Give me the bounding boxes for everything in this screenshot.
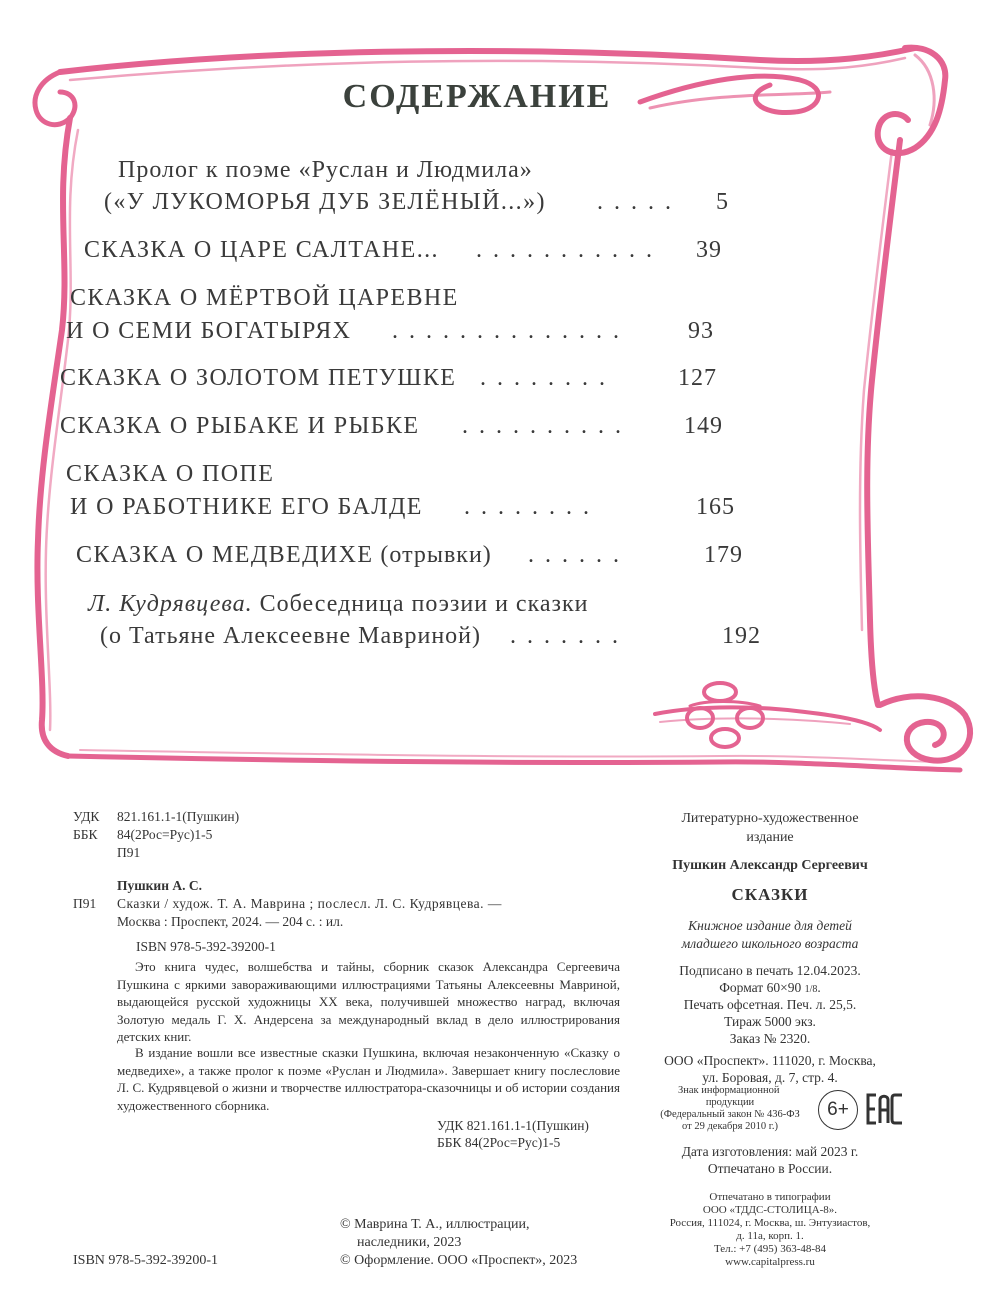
imprint-publisher-1: ООО «Проспект». 111020, г. Москва, <box>664 1053 876 1068</box>
udk-label: УДК <box>73 809 100 824</box>
imprint-manufacture-date: Дата изготовления: май 2023 г. <box>681 1144 859 1159</box>
printer-line-3: Россия, 111024, г. Москва, ш. Энтузиастов, <box>669 1217 871 1229</box>
isbn-bottom: ISBN 978-5-392-39200-1 <box>73 1253 219 1268</box>
udk-repeat: УДК 821.161.1-1(Пушкин) <box>437 1118 589 1133</box>
toc-entry-6-line1: СКАЗКА О ПОПЕ <box>66 461 275 487</box>
imprint-author: Пушкин Александр Сергеевич <box>672 858 868 873</box>
toc-entry-5-line1: СКАЗКА О РЫБАКЕ И РЫБКЕ <box>60 413 420 439</box>
toc-entry-4-line1: СКАЗКА О ЗОЛОТОМ ПЕТУШКЕ <box>60 365 457 391</box>
imprint-order: Заказ № 2320. <box>729 1031 811 1046</box>
bbk-label: ББК <box>73 827 98 842</box>
toc-entry-8-line2: (о Татьяне Алексеевне Мавриной) <box>100 623 482 649</box>
toc-entry-7-note: (отрывки) <box>380 542 492 568</box>
toc-entry-6-dots: ........ <box>464 494 600 520</box>
toc-entry-5-dots: .......... <box>462 413 632 439</box>
printer-line-1: Отпечатано в типографии <box>709 1191 831 1203</box>
annotation-paragraph-2: В издание вошли все известные сказки Пушкина, включая незаконченную «Сказку о медведихе», а также пролог к поэме «Руслан и Людмила». Завершает книгу послесловие Л. С. Кудрявцевой о жизни и творчестве иллюстратора-сказочницы и об истории создания художественного сборника. <box>117 1045 620 1113</box>
toc-entry-7-page: 179 <box>704 542 743 568</box>
udk-value: 821.161.1-1(Пушкин) <box>117 809 240 824</box>
author-sign: П91 <box>117 845 141 860</box>
imprint-audience-1: Книжное издание для детей <box>688 918 852 933</box>
imprint-publisher-2: ул. Боровая, д. 7, стр. 4. <box>702 1070 838 1085</box>
bbk-repeat: ББК 84(2Рос=Рус)1-5 <box>437 1135 561 1150</box>
toc-entry-6-line2: И О РАБОТНИКЕ ЕГО БАЛДЕ <box>70 494 423 520</box>
imprint-format: Формат 60×90 <box>719 980 802 995</box>
toc-entry-2-dots: ........... <box>476 237 663 263</box>
age-sign-label-1: Знак информационной <box>678 1085 780 1096</box>
imprint-print: Печать офсетная. Печ. л. 25,5. <box>683 997 857 1012</box>
copyright-design: © Оформление. ООО «Проспект», 2023 <box>340 1253 578 1268</box>
bbk-value: 84(2Рос=Рус)1-5 <box>117 827 213 842</box>
biblio-description-2: Москва : Проспект, 2024. — 204 с. : ил. <box>117 914 344 929</box>
toc-entry-4-dots: ........ <box>480 365 616 391</box>
imprint-genre-1: Литературно-художественное <box>681 811 859 826</box>
toc-entry-7-title: СКАЗКА О МЕДВЕДИХЕ <box>76 542 374 568</box>
toc-entry-1-line2: («У ЛУКОМОРЬЯ ДУБ ЗЕЛЁНЫЙ...») <box>104 189 546 215</box>
age-sign-label-2: продукции <box>705 1097 755 1108</box>
copyright-heirs: наследники, 2023 <box>357 1235 462 1250</box>
printer-website[interactable]: www.capitalpress.ru <box>725 1256 815 1268</box>
imprint-audience-2: младшего школьного возраста <box>681 936 859 951</box>
toc-entry-8-page: 192 <box>722 623 761 649</box>
annotation-paragraph-1: Это книга чудес, волшебства и тайны, сборник сказок Александра Сергеевича Пушкина с яркими завораживающими иллюстрациями Татьяны Алексеевны Мавриной, выдающейся русской художницы XX века, получившей множество наград, включая Золотую медаль Г. Х. Андерсена за международный вклад в дело иллюстрирования детских книг. <box>117 959 620 1045</box>
eac-mark-icon <box>866 1092 904 1126</box>
biblio-isbn: ISBN 978-5-392-39200-1 <box>136 939 276 954</box>
toc-entry-8-author: Л. Кудрявцева. <box>88 591 253 617</box>
toc-entry-1-dots: ..... <box>597 189 682 215</box>
author-sign-2: П91 <box>73 896 97 911</box>
toc-entry-3-page: 93 <box>688 318 714 344</box>
toc-entry-7-dots: ...... <box>528 542 630 568</box>
toc-entry-3-line1: СКАЗКА О МЁРТВОЙ ЦАРЕВНЕ <box>70 285 459 311</box>
imprint-genre-2: издание <box>746 830 794 845</box>
toc-entry-6-page: 165 <box>696 494 735 520</box>
toc-entry-1-line1: Пролог к поэме «Руслан и Людмила» <box>118 157 533 183</box>
toc-entry-3-line2: И О СЕМИ БОГАТЫРЯХ <box>66 318 352 344</box>
age-rating-badge: 6+ <box>818 1090 858 1130</box>
copyright-illustrations: © Маврина Т. А., иллюстрации, <box>340 1217 530 1232</box>
toc-entry-8-line1: Собеседница поэзии и сказки <box>259 591 589 617</box>
toc-title: СОДЕРЖАНИЕ <box>342 78 612 115</box>
imprint-run: Тираж 5000 экз. <box>724 1014 816 1029</box>
printer-line-5: Тел.: +7 (495) 363-48-84 <box>713 1243 827 1255</box>
biblio-description-1: Сказки / худож. Т. А. Маврина ; послесл. Л. С. Кудрявцева. — <box>117 896 502 911</box>
imprint-printed-in: Отпечатано в России. <box>707 1161 833 1176</box>
toc-entry-5-page: 149 <box>684 413 723 439</box>
printer-line-2: ООО «ТДДС-СТОЛИЦА-8». <box>702 1204 838 1216</box>
imprint-title: СКАЗКИ <box>731 885 809 904</box>
imprint-format-fraction: 1/8 <box>804 984 818 995</box>
age-sign-label-4: от 29 декабря 2010 г.) <box>682 1121 778 1132</box>
toc-entry-4-page: 127 <box>678 365 717 391</box>
age-sign-label-3: (Федеральный закон № 436-ФЗ <box>660 1109 800 1120</box>
biblio-author: Пушкин А. С. <box>117 878 202 893</box>
toc-entry-3-dots: .............. <box>392 318 630 344</box>
toc-entry-1-page: 5 <box>716 189 729 215</box>
toc-entry-8-dots: ....... <box>510 623 629 649</box>
imprint-signed: Подписано в печать 12.04.2023. <box>679 963 861 978</box>
toc-entry-2-page: 39 <box>696 237 722 263</box>
toc-entry-2-line1: СКАЗКА О ЦАРЕ САЛТАНЕ... <box>84 237 439 263</box>
printer-line-4: д. 11а, корп. 1. <box>736 1230 804 1242</box>
